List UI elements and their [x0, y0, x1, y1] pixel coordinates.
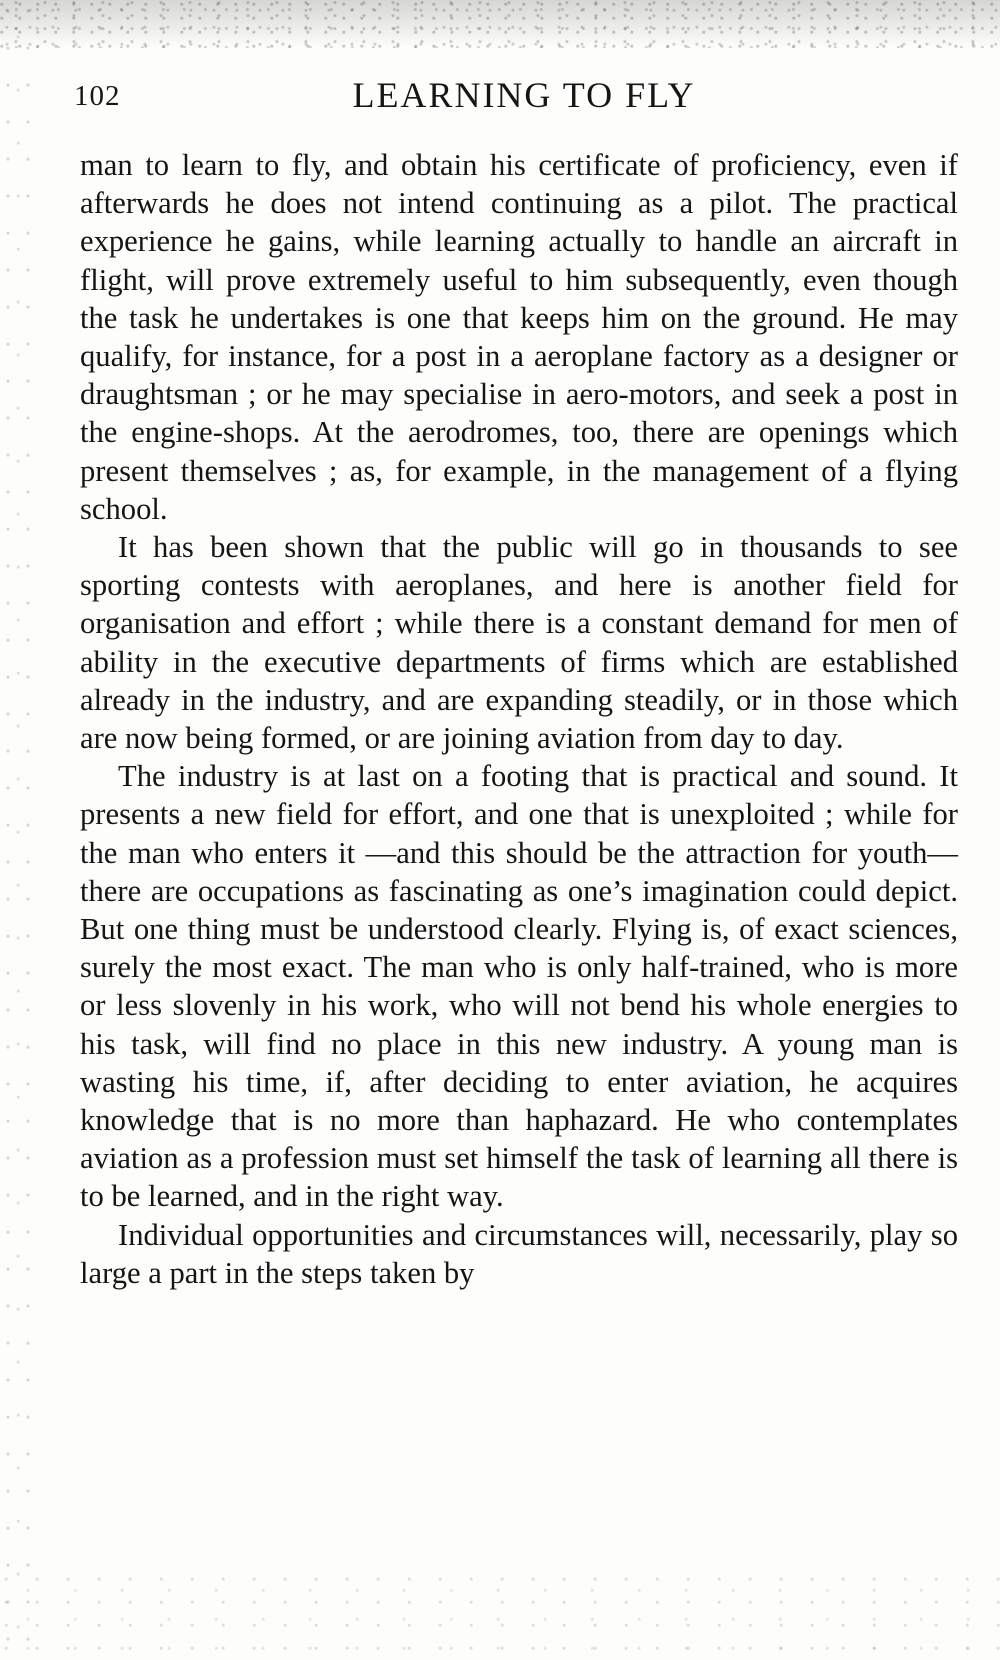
scan-noise-left [0, 0, 40, 1660]
running-head [74, 74, 954, 120]
scan-noise-bottom [0, 1570, 1000, 1660]
paragraph-continuation: man to learn to fly, and obtain his certificate of proficiency, even if afterwards he does not intend continuing as a pilot. The practical experience he gains, while learning actually to handle an aircraft in flight, will prove extremely useful to him subsequently, even though the task he undertakes is one that keeps him on the ground. He may qualify, for instance, for a post in a aeroplane factory as a designer or draughtsman ; or he may specialise in aero-motors, and seek a post in the engine-shops. At the aerodromes, too, there are openings which present themselves ; as, for example, in the management of a flying school. [80, 148, 958, 526]
page-number: 102 [74, 80, 121, 112]
running-title: LEARNING TO FLY [352, 75, 696, 115]
paragraph-public: It has been shown that the public will go in thousands to see sporting contests with aeroplanes, and here is another field for organisation and effort ; while there is a constant demand for men of ability in the executive departments of firms which are established already in the industry, and are expanding steadily, or in those which are now being formed, or are joining aviation from day to day. [80, 530, 958, 756]
paragraph-individual: Individual opportunities and circumstances will, necessarily, play so large a part in the steps taken by [80, 1217, 958, 1290]
body-text [80, 146, 958, 1292]
scan-noise-top [0, 0, 1000, 48]
paragraph-industry: The industry is at last on a footing that is practical and sound. It presents a new field for effort, and one that is unexploited ; while for the man who enters it —and this should be the attraction for youth—there are occupations as fascinating as one’s imagination could depict. But one thing must be understood clearly. Flying is, of exact sciences, surely the most exact. The man who is only half-trained, who is more or less slovenly in his work, who will not bend his whole energies to his task, will find no place in this new industry. A young man is wasting his time, if, after deciding to enter aviation, he acquires knowledge that is no more than haphazard. He who contemplates aviation as a profession must set himself the task of learning all there is to be learned, and in the right way. [80, 759, 958, 1214]
